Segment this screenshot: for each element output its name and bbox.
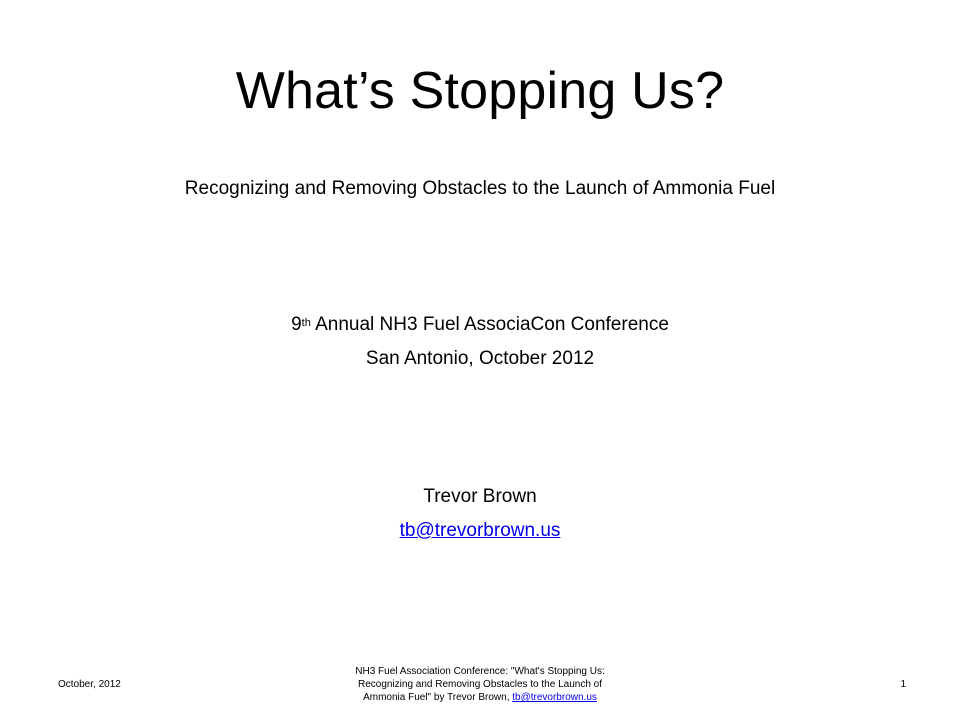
- footer-description: [330, 665, 630, 704]
- slide-subtitle: Recognizing and Removing Obstacles to the Launch of Ammonia Fuel: [184, 178, 776, 199]
- footer-line-2: Recognizing and Removing Obstacles to the Launch of: [357, 679, 603, 690]
- footer-line-3-text: Ammonia Fuel" by Trevor Brown,: [363, 692, 513, 703]
- footer-date: October, 2012: [58, 679, 121, 690]
- footer-line-3: [330, 691, 630, 704]
- conference-name: Annual NH3 Fuel AssociaCon Conference: [315, 314, 669, 335]
- author-name: Trevor Brown: [423, 486, 537, 507]
- author-info: [0, 480, 960, 548]
- conference-ordinal-number: 9: [291, 314, 302, 335]
- author-email-link[interactable]: tb@trevorbrown.us: [399, 520, 561, 541]
- conference-location-date: San Antonio, October 2012: [365, 348, 595, 369]
- slide-title: What’s Stopping Us?: [235, 62, 725, 120]
- conference-name-line: [0, 308, 960, 342]
- conference-ordinal-suffix: th: [301, 317, 311, 329]
- conference-info: [0, 308, 960, 376]
- footer-page-number: 1: [900, 679, 906, 690]
- footer-line-1: NH3 Fuel Association Conference: "What's Stopping Us:: [355, 666, 605, 677]
- footer-email-link[interactable]: tb@trevorbrown.us: [512, 692, 597, 703]
